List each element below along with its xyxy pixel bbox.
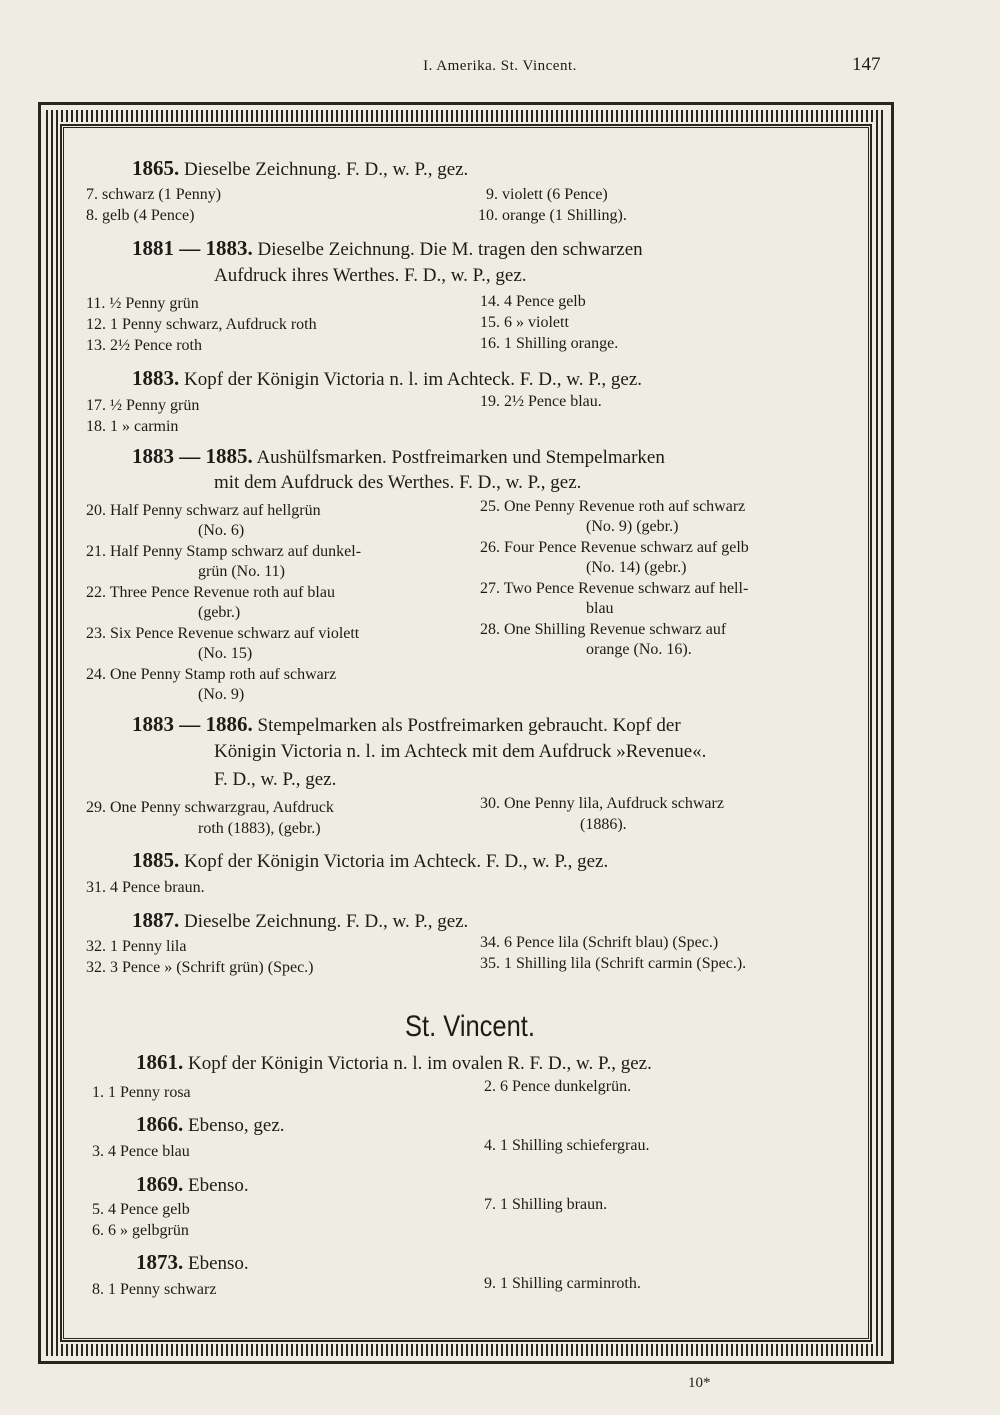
stamp-entry: 8. gelb (4 Pence)	[86, 207, 195, 224]
issue-heading-1866: 1866. Ebenso, gez.	[136, 1112, 285, 1136]
stamp-entry: 15. 6 » violett	[480, 314, 569, 331]
issue-heading-1883: 1883. Kopf der Königin Victoria n. l. im Achteck. F. D., w. P., gez.	[132, 366, 643, 390]
stamp-entry: 34. 6 Pence lila (Schrift blau) (Spec.)	[480, 934, 719, 951]
stamp-entry-continuation: (No. 6)	[198, 522, 245, 539]
issue-heading-continuation: Aufdruck ihres Werthes. F. D., w. P., gez.	[214, 265, 527, 286]
issue-heading-continuation: F. D., w. P., gez.	[214, 769, 337, 790]
stamp-entry: 4. 1 Shilling schiefergrau.	[484, 1137, 650, 1154]
issue-heading-continuation: Königin Victoria n. l. im Achteck mit dem Aufdruck »Revenue«.	[214, 741, 707, 762]
page-number: 147	[852, 54, 881, 75]
stamp-entry-continuation: (No. 9)	[198, 686, 245, 703]
issue-heading-1881-1883: 1881 — 1883. Dieselbe Zeichnung. Die M. tragen den schwarzen	[132, 236, 643, 260]
stamp-entry: 9. 1 Shilling carminroth.	[484, 1275, 641, 1292]
stamp-entry: 30. One Penny lila, Aufdruck schwarz	[480, 795, 724, 812]
stamp-entry-continuation: (No. 15)	[198, 645, 253, 662]
stamp-entry: 28. One Shilling Revenue schwarz auf	[480, 621, 727, 638]
issue-heading-1887: 1887. Dieselbe Zeichnung. F. D., w. P., gez.	[132, 908, 469, 932]
stamp-entry: 27. Two Pence Revenue schwarz auf hell-	[480, 580, 749, 597]
stamp-entry: 7. schwarz (1 Penny)	[86, 186, 222, 203]
stamp-entry-continuation: (No. 14) (gebr.)	[586, 559, 687, 576]
stamp-entry-continuation: orange (No. 16).	[586, 641, 692, 658]
stamp-entry: 19. 2½ Pence blau.	[480, 393, 602, 410]
stamp-entry: 9. violett (6 Pence)	[486, 186, 608, 203]
stamp-entry: 31. 4 Pence braun.	[86, 879, 205, 896]
stamp-entry: 24. One Penny Stamp roth auf schwarz	[86, 666, 337, 683]
stamp-entry: 32. 1 Penny lila	[86, 938, 187, 955]
stamp-entry: 16. 1 Shilling orange.	[480, 335, 619, 352]
stamp-entry: 18. 1 » carmin	[86, 418, 179, 435]
issue-heading-1883-1886: 1883 — 1886. Stempelmarken als Postfreimarken gebraucht. Kopf der	[132, 712, 681, 736]
stamp-entry-continuation: (No. 9) (gebr.)	[586, 518, 679, 535]
stamp-entry: 11. ½ Penny grün	[86, 295, 199, 312]
issue-heading-1885: 1885. Kopf der Königin Victoria im Achteck. F. D., w. P., gez.	[132, 848, 609, 872]
stamp-entry-continuation: roth (1883), (gebr.)	[198, 820, 321, 837]
issue-heading-1865: 1865. Dieselbe Zeichnung. F. D., w. P., gez.	[132, 156, 469, 180]
stamp-entry-continuation: blau	[586, 600, 614, 617]
stamp-entry-continuation: (1886).	[580, 816, 627, 833]
stamp-entry: 2. 6 Pence dunkelgrün.	[484, 1078, 632, 1095]
signature-mark: 10*	[688, 1375, 711, 1391]
stamp-entry: 5. 4 Pence gelb	[92, 1201, 190, 1218]
running-header: I. Amerika. St. Vincent.	[423, 58, 577, 74]
stamp-entry: 20. Half Penny schwarz auf hellgrün	[86, 502, 321, 519]
stamp-entry: 3. 4 Pence blau	[92, 1143, 190, 1160]
stamp-entry: 29. One Penny schwarzgrau, Aufdruck	[86, 799, 334, 816]
issue-heading-1883-1885: 1883 — 1885. Aushülfsmarken. Postfreimarken und Stempelmarken	[132, 444, 665, 468]
stamp-entry: 13. 2½ Pence roth	[86, 337, 202, 354]
issue-heading-1873: 1873. Ebenso.	[136, 1250, 249, 1274]
issue-heading-1869: 1869. Ebenso.	[136, 1172, 249, 1196]
stamp-entry: 10. orange (1 Shilling).	[478, 207, 627, 224]
stamp-entry: 26. Four Pence Revenue schwarz auf gelb	[480, 539, 749, 556]
stamp-entry: 14. 4 Pence gelb	[480, 293, 586, 310]
stamp-entry: 17. ½ Penny grün	[86, 397, 200, 414]
stamp-entry: 35. 1 Shilling lila (Schrift carmin (Spec.).	[480, 955, 747, 972]
stamp-entry: 7. 1 Shilling braun.	[484, 1196, 608, 1213]
issue-heading-continuation: mit dem Aufdruck des Werthes. F. D., w. P., gez.	[214, 472, 582, 493]
stamp-entry: 22. Three Pence Revenue roth auf blau	[86, 584, 335, 601]
section-title: St. Vincent.	[405, 1010, 535, 1043]
stamp-entry: 12. 1 Penny schwarz, Aufdruck roth	[86, 316, 317, 333]
stamp-entry: 21. Half Penny Stamp schwarz auf dunkel-	[86, 543, 362, 560]
stamp-entry: 6. 6 » gelbgrün	[92, 1222, 189, 1239]
stamp-entry: 32. 3 Pence » (Schrift grün) (Spec.)	[86, 959, 314, 976]
stamp-entry: 8. 1 Penny schwarz	[92, 1281, 217, 1298]
stamp-entry-continuation: (gebr.)	[198, 604, 241, 621]
stamp-entry: 1. 1 Penny rosa	[92, 1084, 191, 1101]
stamp-entry: 25. One Penny Revenue roth auf schwarz	[480, 498, 746, 515]
stamp-entry: 23. Six Pence Revenue schwarz auf violett	[86, 625, 360, 642]
stamp-entry-continuation: grün (No. 11)	[198, 563, 285, 580]
issue-heading-1861: 1861. Kopf der Königin Victoria n. l. im ovalen R. F. D., w. P., gez.	[136, 1050, 652, 1074]
